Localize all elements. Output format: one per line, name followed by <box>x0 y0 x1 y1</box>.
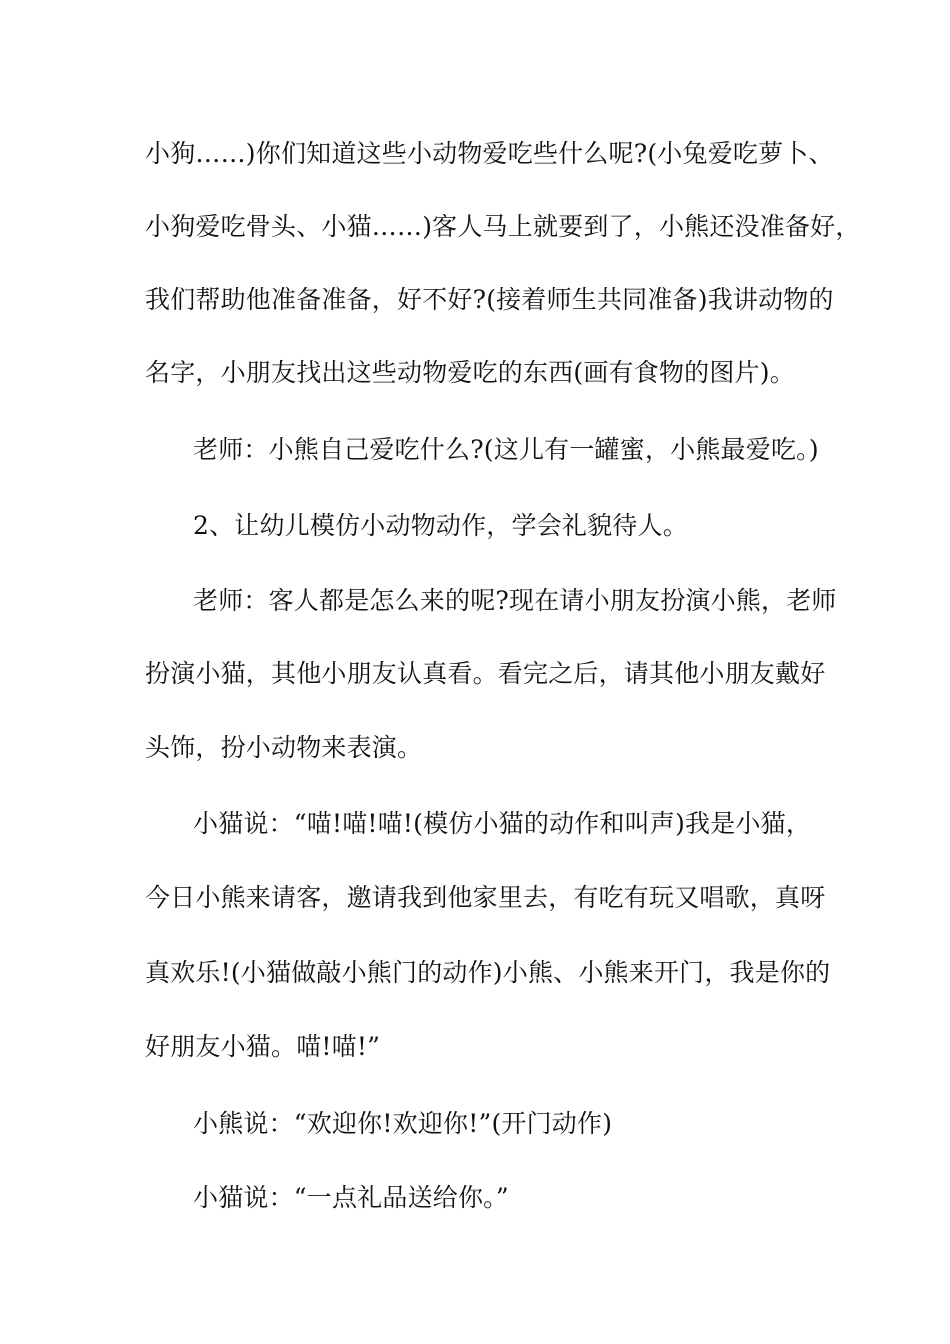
paragraph-cat-speech-line-4: 好朋友小猫。喵!喵!” <box>145 1032 381 1061</box>
section-heading-2: 2、让幼儿模仿小动物动作，学会礼貌待人。 <box>193 511 688 540</box>
paragraph-teacher-question: 老师：小熊自己爱吃什么?(这儿有一罐蜜，小熊最爱吃。) <box>193 435 819 464</box>
paragraph-teacher-instructions-line-2: 扮演小猫，其他小朋友认真看。看完之后，请其他小朋友戴好 <box>145 659 826 688</box>
text-line-2: 小狗爱吃骨头、小猫……)客人马上就要到了，小熊还没准备好， <box>145 212 861 241</box>
paragraph-cat-speech-line-2: 今日小熊来请客，邀请我到他家里去，有吃有玩又唱歌，真呀 <box>145 883 826 912</box>
paragraph-bear-speech: 小熊说：“欢迎你!欢迎你!”(开门动作) <box>193 1109 613 1138</box>
text-line-3: 我们帮助他准备准备，好不好?(接着师生共同准备)我讲动物的 <box>145 285 834 314</box>
paragraph-teacher-instructions-line-3: 头饰，扮小动物来表演。 <box>145 733 423 762</box>
paragraph-cat-speech-line-3: 真欢乐!(小猫做敲小熊门的动作)小熊、小熊来开门，我是你的 <box>145 958 831 987</box>
text-line-1: 小狗……)你们知道这些小动物爱吃些什么呢?(小兔爱吃萝卜、 <box>145 139 834 168</box>
paragraph-cat-gift-speech: 小猫说：“一点礼品送给你。” <box>193 1183 509 1212</box>
paragraph-teacher-instructions-line-1: 老师：客人都是怎么来的呢?现在请小朋友扮演小熊，老师 <box>193 586 837 615</box>
paragraph-cat-speech-line-1: 小猫说：“喵!喵!喵!(模仿小猫的动作和叫声)我是小猫， <box>193 809 812 838</box>
text-line-4: 名字，小朋友找出这些动物爱吃的东西(画有食物的图片)。 <box>145 358 795 387</box>
